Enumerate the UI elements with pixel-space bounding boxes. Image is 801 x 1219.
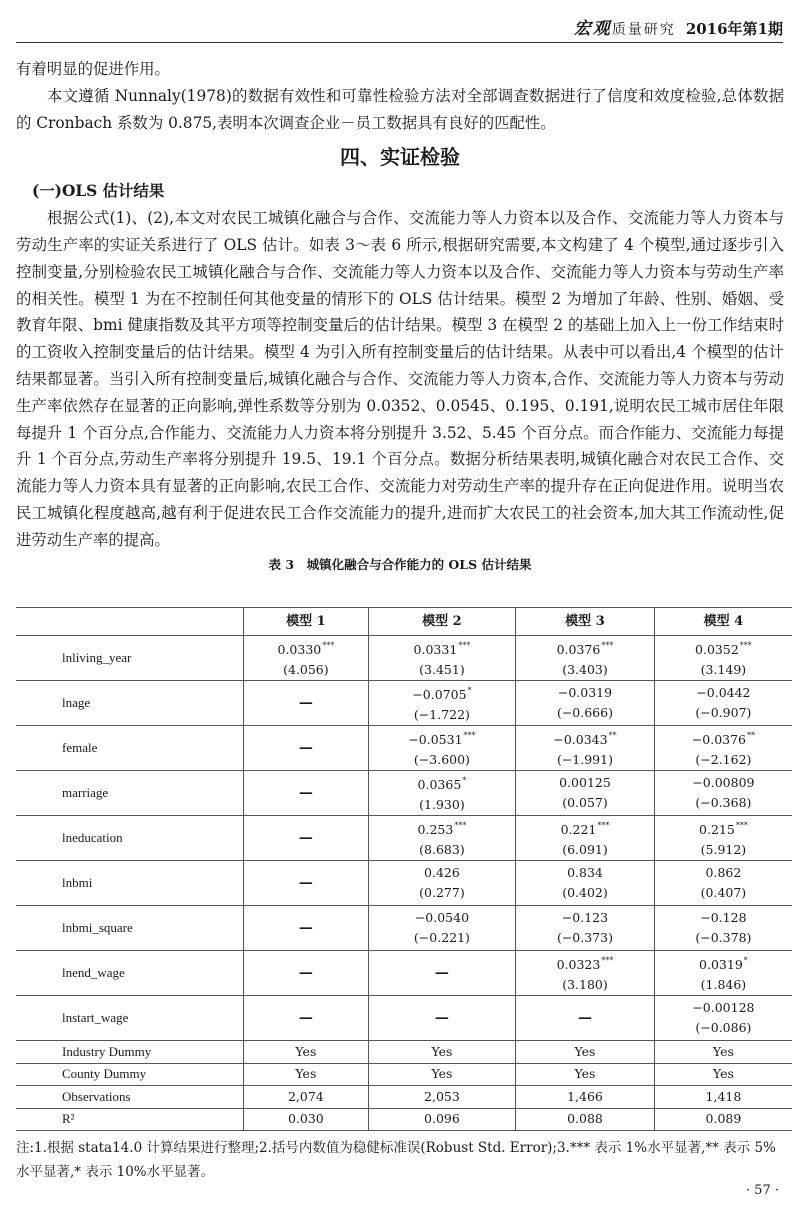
coefficient-value: 0.096: [424, 1111, 460, 1127]
issue-label: 2016年第1期: [685, 20, 783, 38]
coefficient-value: 0.253: [417, 822, 454, 837]
empty-value-dash: —: [298, 965, 313, 981]
t-statistic: (0.402): [562, 885, 608, 900]
table-cell: [654, 1086, 792, 1109]
coefficient-value: 2,074: [287, 1088, 324, 1104]
significance-stars: **: [608, 731, 617, 740]
significance-stars: ***: [454, 821, 467, 830]
table-row: [16, 951, 792, 996]
header-cell-model: 模型 1: [244, 608, 369, 636]
coefficient-value: 0.0365: [417, 777, 462, 792]
table-cell: [244, 906, 369, 951]
coefficient-value: −0.128: [700, 910, 747, 925]
table-cell: [516, 906, 655, 951]
table-cell: [244, 1108, 369, 1131]
table-cell: [368, 996, 515, 1041]
row-label: female: [16, 726, 244, 771]
t-statistic: (−0.666): [556, 705, 613, 720]
coefficient-value: −0.0540: [414, 910, 470, 925]
empty-value-dash: —: [298, 1010, 313, 1026]
header-cell-model: 模型 4: [654, 608, 792, 636]
t-statistic: (−0.221): [413, 930, 470, 945]
coefficient-value: Yes: [574, 1043, 596, 1059]
coefficient-value: 2,053: [424, 1088, 460, 1104]
empty-value-dash: —: [298, 695, 313, 711]
table-cell: [368, 1041, 515, 1064]
coefficient-value: 0.834: [567, 865, 603, 880]
empty-value-dash: —: [298, 920, 313, 936]
table-cell: [516, 1108, 655, 1131]
coefficient-value: −0.0319: [557, 685, 613, 700]
table-cell: [244, 726, 369, 771]
table-row: [16, 771, 792, 816]
coefficient-value: Yes: [431, 1043, 453, 1059]
table-cell: [516, 951, 655, 996]
empty-value-dash: —: [298, 875, 313, 891]
table-cell: [516, 726, 655, 771]
empty-value-dash: —: [434, 965, 449, 981]
significance-stars: *: [743, 956, 748, 965]
significance-stars: ***: [463, 731, 476, 740]
table-cell: [516, 996, 655, 1041]
paragraph: 根据公式(1)、(2),本文对农民工城镇化融合与合作、交流能力等人力资本以及合作、交流能力等人力资本与劳动生产率的实证关系进行了 OLS 估计。如表 3～表 6 所示,根据研究需要,本文构建了 4 个模型,通过逐步引入控制变量,分别检验农民工城镇化融合与合作、交流能力等人力资本以及合作、交流能力等人力资本与劳动生产率的相关性。模型 1 为在不控制任何其他变量的情形下的 OLS 估计结果。模型 2 为增加了年龄、性别、婚姻、受教育年限、bmi 健康指数及其平方项等控制变量后的估计结果。模型 3 在模型 2 的基础上加入上一份工作结束时的工资收入控制变量后的估计结果。模型 4 为引入所有控制变量后的估计结果。从表中可以看出,4 个模型的估计结果都显著。当引入所有控制变量后,城镇化融合与合作、交流能力等人力资本,合作、交流能力等人力资本与劳动生产率依然存在显著的正向影响,弹性系数等分别为 0.0352、0.0545、0.195、0.191,说明农民工城市居住年限每提升 1 个百分点,合作能力、交流能力人力资本将分别提升 3.52、5.45 个百分点。而合作能力、交流能力每提升 1 个百分点,劳动生产率将分别提升 19.5、19.1 个百分点。数据分析结果表明,城镇化融合对农民工合作、交流能力等人力资本具有显著的正向影响,农民工合作、交流能力对劳动生产率的提升存在正向促进作用。说明当农民工城镇化程度越高,越有利于促进农民工合作交流能力的提升,进而扩大农民工的社会资本,加大其工作流动性,促进劳动生产率的提高。: [16, 209, 784, 549]
subsection-heading: (一)OLS 估计结果: [32, 182, 165, 201]
coefficient-value: −0.0442: [696, 685, 751, 700]
significance-stars: **: [747, 731, 756, 740]
table-cell: [654, 951, 792, 996]
significance-stars: ***: [739, 641, 752, 650]
coefficient-value: 0.426: [424, 865, 460, 880]
t-statistic: (4.056): [283, 662, 329, 677]
table-cell: [244, 1063, 369, 1086]
results-table: [16, 607, 792, 1131]
table-cell: [244, 771, 369, 816]
significance-stars: *: [462, 776, 467, 785]
table-cell: [244, 861, 369, 906]
header-cell-blank: [16, 608, 244, 636]
table-cell: [654, 771, 792, 816]
coefficient-value: 0.0331: [413, 642, 458, 657]
coefficient-value: −0.0343: [553, 732, 608, 747]
row-label: County Dummy: [16, 1063, 244, 1086]
row-label: lnstart_wage: [16, 996, 244, 1041]
table-cell: [654, 636, 792, 681]
coefficient-value: 0.215: [699, 822, 735, 837]
table-cell: [516, 1041, 655, 1064]
coefficient-value: Yes: [574, 1066, 596, 1082]
row-label: lneducation: [16, 816, 244, 861]
t-statistic: (1.930): [419, 797, 465, 812]
t-statistic: (−0.086): [695, 1020, 752, 1035]
table-cell: [368, 951, 515, 996]
coefficient-value: 0.0330: [277, 642, 322, 657]
row-label: R²: [16, 1108, 244, 1131]
t-statistic: (0.277): [419, 885, 465, 900]
table-cell: [654, 996, 792, 1041]
coefficient-value: 0.00125: [559, 775, 611, 790]
t-statistic: (8.683): [419, 842, 465, 857]
table-cell: [654, 681, 792, 726]
table-cell: [368, 636, 515, 681]
header-cell-model: 模型 2: [368, 608, 515, 636]
journal-name: 宏观: [573, 19, 612, 39]
table-cell: [368, 1086, 515, 1109]
row-label: Industry Dummy: [16, 1041, 244, 1064]
coefficient-value: Yes: [431, 1066, 453, 1082]
row-label: lnage: [16, 681, 244, 726]
table-row: [16, 636, 792, 681]
table-cell: [516, 1086, 655, 1109]
coefficient-value: Yes: [712, 1066, 734, 1082]
empty-value-dash: —: [298, 785, 313, 801]
article-body: [16, 56, 784, 576]
significance-stars: ***: [322, 641, 335, 650]
table-cell: [654, 1063, 792, 1086]
table-row: [16, 906, 792, 951]
table-cell: [654, 1108, 792, 1131]
t-statistic: (−1.991): [556, 752, 613, 767]
coefficient-value: 0.0319: [699, 957, 743, 972]
coefficient-value: 0.862: [705, 865, 742, 880]
table-cell: [368, 726, 515, 771]
table-cell: [516, 771, 655, 816]
t-statistic: (3.451): [419, 662, 465, 677]
table-caption: 表 3 城镇化融合与合作能力的 OLS 估计结果: [268, 556, 532, 572]
table-cell: [516, 1063, 655, 1086]
table-cell: [368, 1108, 515, 1131]
t-statistic: (−3.600): [413, 752, 470, 767]
table-cell: [244, 681, 369, 726]
empty-value-dash: —: [577, 1010, 592, 1026]
table-cell: [368, 1063, 515, 1086]
table-cell: [654, 861, 792, 906]
coefficient-value: Yes: [712, 1043, 734, 1059]
table-cell: [368, 681, 515, 726]
coefficient-value: 0.221: [560, 822, 597, 837]
t-statistic: (0.057): [562, 795, 608, 810]
t-statistic: (3.403): [562, 662, 608, 677]
table-cell: [368, 816, 515, 861]
coefficient-value: 0.0352: [695, 642, 739, 657]
significance-stars: *: [467, 686, 472, 695]
running-header: [16, 14, 783, 43]
section-heading: 四、实证检验: [340, 145, 460, 170]
t-statistic: (−0.368): [695, 795, 752, 810]
coefficient-value: −0.123: [561, 910, 609, 925]
table-cell: [244, 816, 369, 861]
table-cell: [654, 906, 792, 951]
table-cell: [654, 726, 792, 771]
table-cell: [244, 951, 369, 996]
significance-stars: ***: [597, 821, 610, 830]
table-cell: [368, 861, 515, 906]
t-statistic: (3.149): [700, 662, 747, 677]
row-label: lnend_wage: [16, 951, 244, 996]
coefficient-value: −0.00128: [692, 1000, 755, 1015]
coefficient-value: 0.088: [567, 1111, 603, 1127]
coefficient-value: −0.0705: [412, 687, 467, 702]
empty-value-dash: —: [434, 1010, 449, 1026]
significance-stars: ***: [601, 956, 614, 965]
table-cell: [654, 816, 792, 861]
coefficient-value: 0.089: [705, 1111, 742, 1127]
t-statistic: (5.912): [700, 842, 747, 857]
t-statistic: (−0.907): [695, 705, 752, 720]
table-cell: [244, 1086, 369, 1109]
coefficient-value: Yes: [295, 1043, 317, 1059]
header-cell-model: 模型 3: [516, 608, 655, 636]
t-statistic: (−1.722): [413, 707, 470, 722]
page-number: · 57 ·: [745, 1183, 779, 1198]
paragraph: 有着明显的促进作用。: [16, 60, 170, 78]
table-cell: [368, 771, 515, 816]
table-cell: [244, 636, 369, 681]
table-row: [16, 1108, 792, 1131]
coefficient-value: −0.0376: [691, 732, 747, 747]
row-label: marriage: [16, 771, 244, 816]
row-label: lnbmi: [16, 861, 244, 906]
journal-name-rest: 质量研究: [611, 22, 676, 38]
coefficient-value: −0.00809: [692, 775, 755, 790]
significance-stars: ***: [601, 641, 614, 650]
t-statistic: (1.846): [700, 977, 747, 992]
t-statistic: (−2.162): [695, 752, 752, 767]
table-row: [16, 861, 792, 906]
t-statistic: (−0.378): [695, 930, 752, 945]
t-statistic: (0.407): [700, 885, 747, 900]
table-row: [16, 816, 792, 861]
table-cell: [516, 816, 655, 861]
t-statistic: (6.091): [562, 842, 608, 857]
table-cell: [516, 681, 655, 726]
table-cell: [654, 1041, 792, 1064]
paragraph: 本文遵循 Nunnaly(1978)的数据有效性和可靠性检验方法对全部调查数据进行了信度和效度检验,总体数据的 Cronbach 系数为 0.875,表明本次调查企业－员工数据具有良好的匹配性。: [16, 86, 784, 132]
table-row: [16, 1063, 792, 1086]
row-label: lnliving_year: [16, 636, 244, 681]
t-statistic: (3.180): [562, 977, 608, 992]
significance-stars: ***: [458, 641, 471, 650]
table-row: [16, 681, 792, 726]
empty-value-dash: —: [298, 740, 313, 756]
table-cell: [516, 861, 655, 906]
table-row: [16, 1041, 792, 1064]
table-cell: [368, 906, 515, 951]
table-header-row: [16, 608, 792, 636]
table-cell: [244, 1041, 369, 1064]
table-row: [16, 726, 792, 771]
coefficient-value: −0.0531: [408, 732, 463, 747]
coefficient-value: 1,418: [705, 1088, 742, 1104]
coefficient-value: 1,466: [567, 1088, 603, 1104]
empty-value-dash: —: [298, 830, 313, 846]
row-label: Observations: [16, 1086, 244, 1109]
row-label: lnbmi_square: [16, 906, 244, 951]
table-row: [16, 1086, 792, 1109]
coefficient-value: Yes: [295, 1066, 317, 1082]
coefficient-value: 0.0376: [556, 642, 601, 657]
t-statistic: (−0.373): [556, 930, 613, 945]
significance-stars: ***: [735, 821, 748, 830]
coefficient-value: 0.0323: [556, 957, 601, 972]
table-cell: [516, 636, 655, 681]
table-cell: [244, 996, 369, 1041]
coefficient-value: 0.030: [287, 1111, 324, 1127]
table-row: [16, 996, 792, 1041]
table-note: 注:1.根据 stata14.0 计算结果进行整理;2.括号内数值为稳健标准误(Robust Std. Error);3.*** 表示 1%水平显著,** 表示 5%水平显著,* 表示 10%水平显著。: [16, 1140, 776, 1180]
